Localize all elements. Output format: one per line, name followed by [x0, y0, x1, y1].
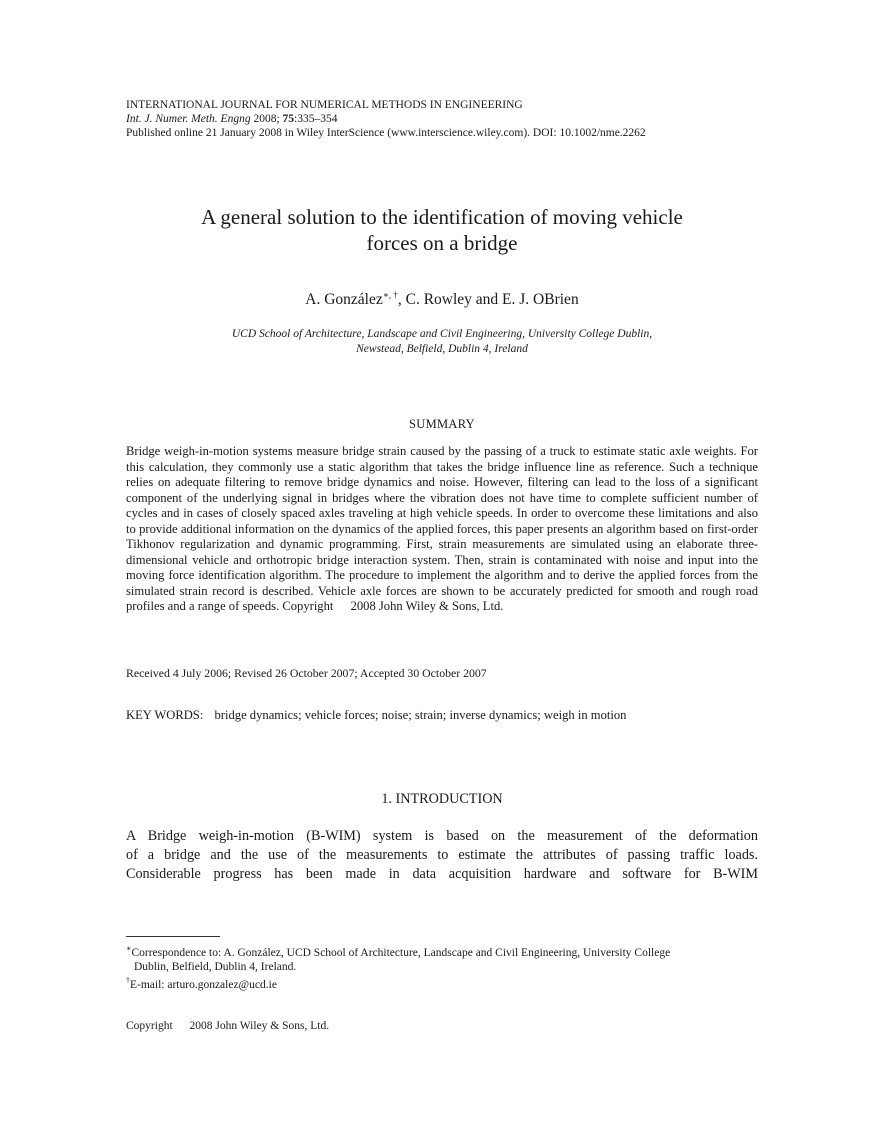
page-footer-copyright [126, 1020, 758, 1032]
footer-copyright-label: Copyright [126, 1020, 173, 1032]
affiliation [126, 327, 758, 357]
author-rest: , C. Rowley and E. J. OBrien [397, 291, 579, 309]
intro-line-1: A Bridge weigh-in-motion (B-WIM) system is based on the measurement of the deformation [126, 828, 758, 844]
citation-year: 2008; [253, 113, 280, 125]
affiliation-line-2: Newstead, Belfield, Dublin 4, Ireland [356, 343, 528, 355]
footnotes [126, 942, 758, 992]
citation-pages: :335–354 [294, 113, 338, 125]
introduction-text [126, 827, 758, 885]
summary-copyright-label: Copyright [282, 599, 334, 613]
footnote-1-line-2: Dublin, Belfield, Dublin 4, Ireland. [134, 960, 297, 973]
author-marks: ∗, † [382, 290, 398, 300]
summary-copyright-rest: 2008 John Wiley & Sons, Ltd. [350, 599, 504, 613]
author-list [126, 290, 758, 309]
author-first: A. González [305, 291, 383, 309]
footnote-email [126, 974, 758, 992]
paper-title [126, 204, 758, 256]
title-line-2: forces on a bridge [366, 231, 518, 255]
footnote-rule [126, 936, 220, 937]
summary-heading: SUMMARY [408, 417, 475, 431]
citation-abbrev: Int. J. Numer. Meth. Engng [126, 113, 251, 125]
citation-volume: 75 [282, 113, 295, 125]
received-dates: Received 4 July 2006; Revised 26 October 2007; Accepted 30 October 2007 [126, 666, 487, 680]
intro-line-2: of a bridge and the use of the measurements to estimate the attributes of passing traffic loads. [126, 847, 758, 864]
footnote-mark-2: † [126, 975, 130, 985]
affiliation-line-1: UCD School of Architecture, Landscape and Civil Engineering, University College Dublin, [231, 328, 653, 340]
footnote-correspondence [126, 942, 758, 960]
journal-citation [126, 112, 758, 126]
published-line: Published online 21 January 2008 in Wiley InterScience (www.interscience.wiley.com). DOI: 10.1002/nme.2262 [126, 127, 646, 139]
footnote-mark-1: ∗ [126, 944, 132, 953]
keywords-label: KEY WORDS: [126, 708, 204, 722]
intro-line-3: Considerable progress has been made in data acquisition hardware and software for B-WIM [126, 866, 758, 883]
footer-copyright-rest: 2008 John Wiley & Sons, Ltd. [189, 1020, 330, 1032]
footnote-2-text: E-mail: arturo.gonzalez@ucd.ie [130, 978, 277, 991]
journal-name: INTERNATIONAL JOURNAL FOR NUMERICAL METHODS IN ENGINEERING [126, 99, 523, 111]
section-heading-introduction: 1. INTRODUCTION [381, 791, 503, 807]
footnote-1-line-1: Correspondence to: A. González, UCD School of Architecture, Landscape and Civil Engineering, University College [131, 946, 671, 959]
keywords-list: bridge dynamics; vehicle forces; noise; strain; inverse dynamics; weigh in motion [214, 708, 627, 722]
keywords [126, 708, 758, 723]
summary-body [126, 444, 758, 615]
journal-header [126, 98, 758, 140]
title-line-1: A general solution to the identification of moving vehicle [201, 205, 683, 229]
summary-text: Bridge weigh-in-motion systems measure bridge strain caused by the passing of a truck to estimate static axle weights. For this calculation, they commonly use a static algorithm that takes the bridge influence line as reference. Such a technique relies on adequate filtering to remove bridge dynamics and noise. However, filtering can lead to the loss of a significant component of the underlying signal in bridges where the vibration does not have time to complete sufficient number of cycles and in cases of closely spaced axles traveling at high vehicle speeds. In order to overcome these limitations and also to provide additional information on the dynamics of the applied forces, this paper presents an algorithm based on first-order Tikhonov regularization and dynamic programming. First, strain measurements are simulated using an elaborate three-dimensional vehicle and orthotropic bridge interaction system. Then, strain is contaminated with noise and input into the moving force identification algorithm. The procedure to implement the algorithm and to derive the applied forces from the simulated strain record is described. Vehicle axle forces are shown to be accurately predicted for smooth and rough road profiles and a range of speeds. [126, 444, 758, 613]
